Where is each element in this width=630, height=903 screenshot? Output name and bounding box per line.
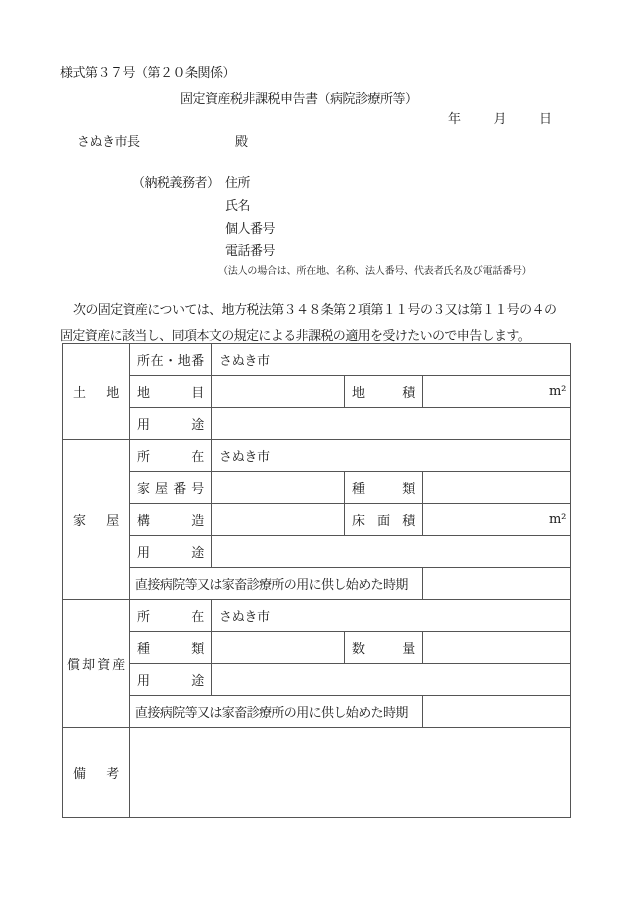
assets-location-label: 所在	[130, 600, 212, 632]
land-type-value-cell	[212, 376, 345, 408]
building-number-label: 家屋番号	[130, 472, 212, 504]
table-row-land-use	[63, 408, 571, 440]
assets-location-value: さぬき市	[212, 600, 571, 632]
table-row-building-use	[63, 536, 571, 568]
table-row-land-type-area	[63, 376, 571, 408]
table-row-assets-location	[63, 600, 571, 632]
table-row-building-structure-floor	[63, 504, 571, 536]
assets-commencement-value-cell	[423, 696, 571, 728]
taxpayer-prefix: （納税義務者）	[132, 176, 220, 191]
date-line	[448, 108, 552, 127]
asset-table	[62, 343, 571, 818]
building-structure-value-cell	[212, 504, 345, 536]
table-row-building-location	[63, 440, 571, 472]
land-location-value: さぬき市	[212, 344, 571, 376]
building-floor-area-label: 床面積	[345, 504, 423, 536]
building-number-value-cell	[212, 472, 345, 504]
form-number: 様式第３７号（第２０条関係）	[60, 66, 236, 81]
building-location-label: 所在	[130, 440, 212, 472]
land-use-value-cell	[212, 408, 571, 440]
taxpayer-phone-label: 電話番号	[225, 244, 276, 259]
assets-use-value-cell	[212, 664, 571, 696]
building-use-value-cell	[212, 536, 571, 568]
assets-quantity-label: 数量	[345, 632, 423, 664]
building-category-label: 家屋	[63, 440, 130, 600]
building-commencement-value-cell	[423, 568, 571, 600]
building-commencement-label: 直接病院等又は家畜診療所の用に供し始めた時期	[130, 568, 423, 600]
building-location-value: さぬき市	[212, 440, 571, 472]
assets-kind-value-cell	[212, 632, 345, 664]
taxpayer-name-label: 氏名	[225, 199, 251, 214]
taxpayer-address-label: 住所	[225, 176, 251, 191]
table-row-assets-kind-quantity	[63, 632, 571, 664]
date-year-label: 年	[448, 112, 461, 127]
remarks-category-label: 備考	[63, 728, 130, 818]
land-category-label: 土地	[63, 344, 130, 440]
building-kind-label: 種類	[345, 472, 423, 504]
corporate-note: （法人の場合は、所在地、名称、法人番号、代表者氏名及び電話番号）	[218, 266, 532, 277]
taxpayer-personal-number-label: 個人番号	[225, 222, 276, 237]
land-type-label: 地目	[130, 376, 212, 408]
land-area-unit-cell: m²	[423, 376, 571, 408]
assets-kind-label: 種類	[130, 632, 212, 664]
assets-quantity-value-cell	[423, 632, 571, 664]
date-month-label: 月	[493, 112, 507, 127]
table-row-building-number-kind	[63, 472, 571, 504]
date-day-label: 日	[539, 112, 552, 127]
remarks-value-cell	[130, 728, 571, 818]
table-row-land-location	[63, 344, 571, 376]
assets-category-label: 償却資産	[63, 600, 130, 728]
assets-commencement-label: 直接病院等又は家畜診療所の用に供し始めた時期	[130, 696, 423, 728]
assets-use-label: 用途	[130, 664, 212, 696]
building-floor-area-unit-cell: m²	[423, 504, 571, 536]
declaration-line-1: 次の固定資産については、地方税法第３４８条第２項第１１号の３又は第１１号の４の	[73, 303, 557, 318]
addressee-honorific: 殿	[235, 135, 248, 150]
building-kind-value-cell	[423, 472, 571, 504]
table-row-building-commencement	[63, 568, 571, 600]
building-use-label: 用途	[130, 536, 212, 568]
land-use-label: 用途	[130, 408, 212, 440]
table-row-remarks	[63, 728, 571, 818]
building-structure-label: 構造	[130, 504, 212, 536]
page-title: 固定資産税非課税申告書（病院診療所等）	[180, 92, 418, 107]
addressee-name: さぬき市長	[77, 135, 140, 150]
table-row-assets-commencement	[63, 696, 571, 728]
table-row-assets-use	[63, 664, 571, 696]
declaration-line-2: 固定資産に該当し、同項本文の規定による非課税の適用を受けたいので申告します。	[60, 329, 531, 344]
land-area-label: 地積	[345, 376, 423, 408]
land-location-label: 所在・地番	[130, 344, 212, 376]
